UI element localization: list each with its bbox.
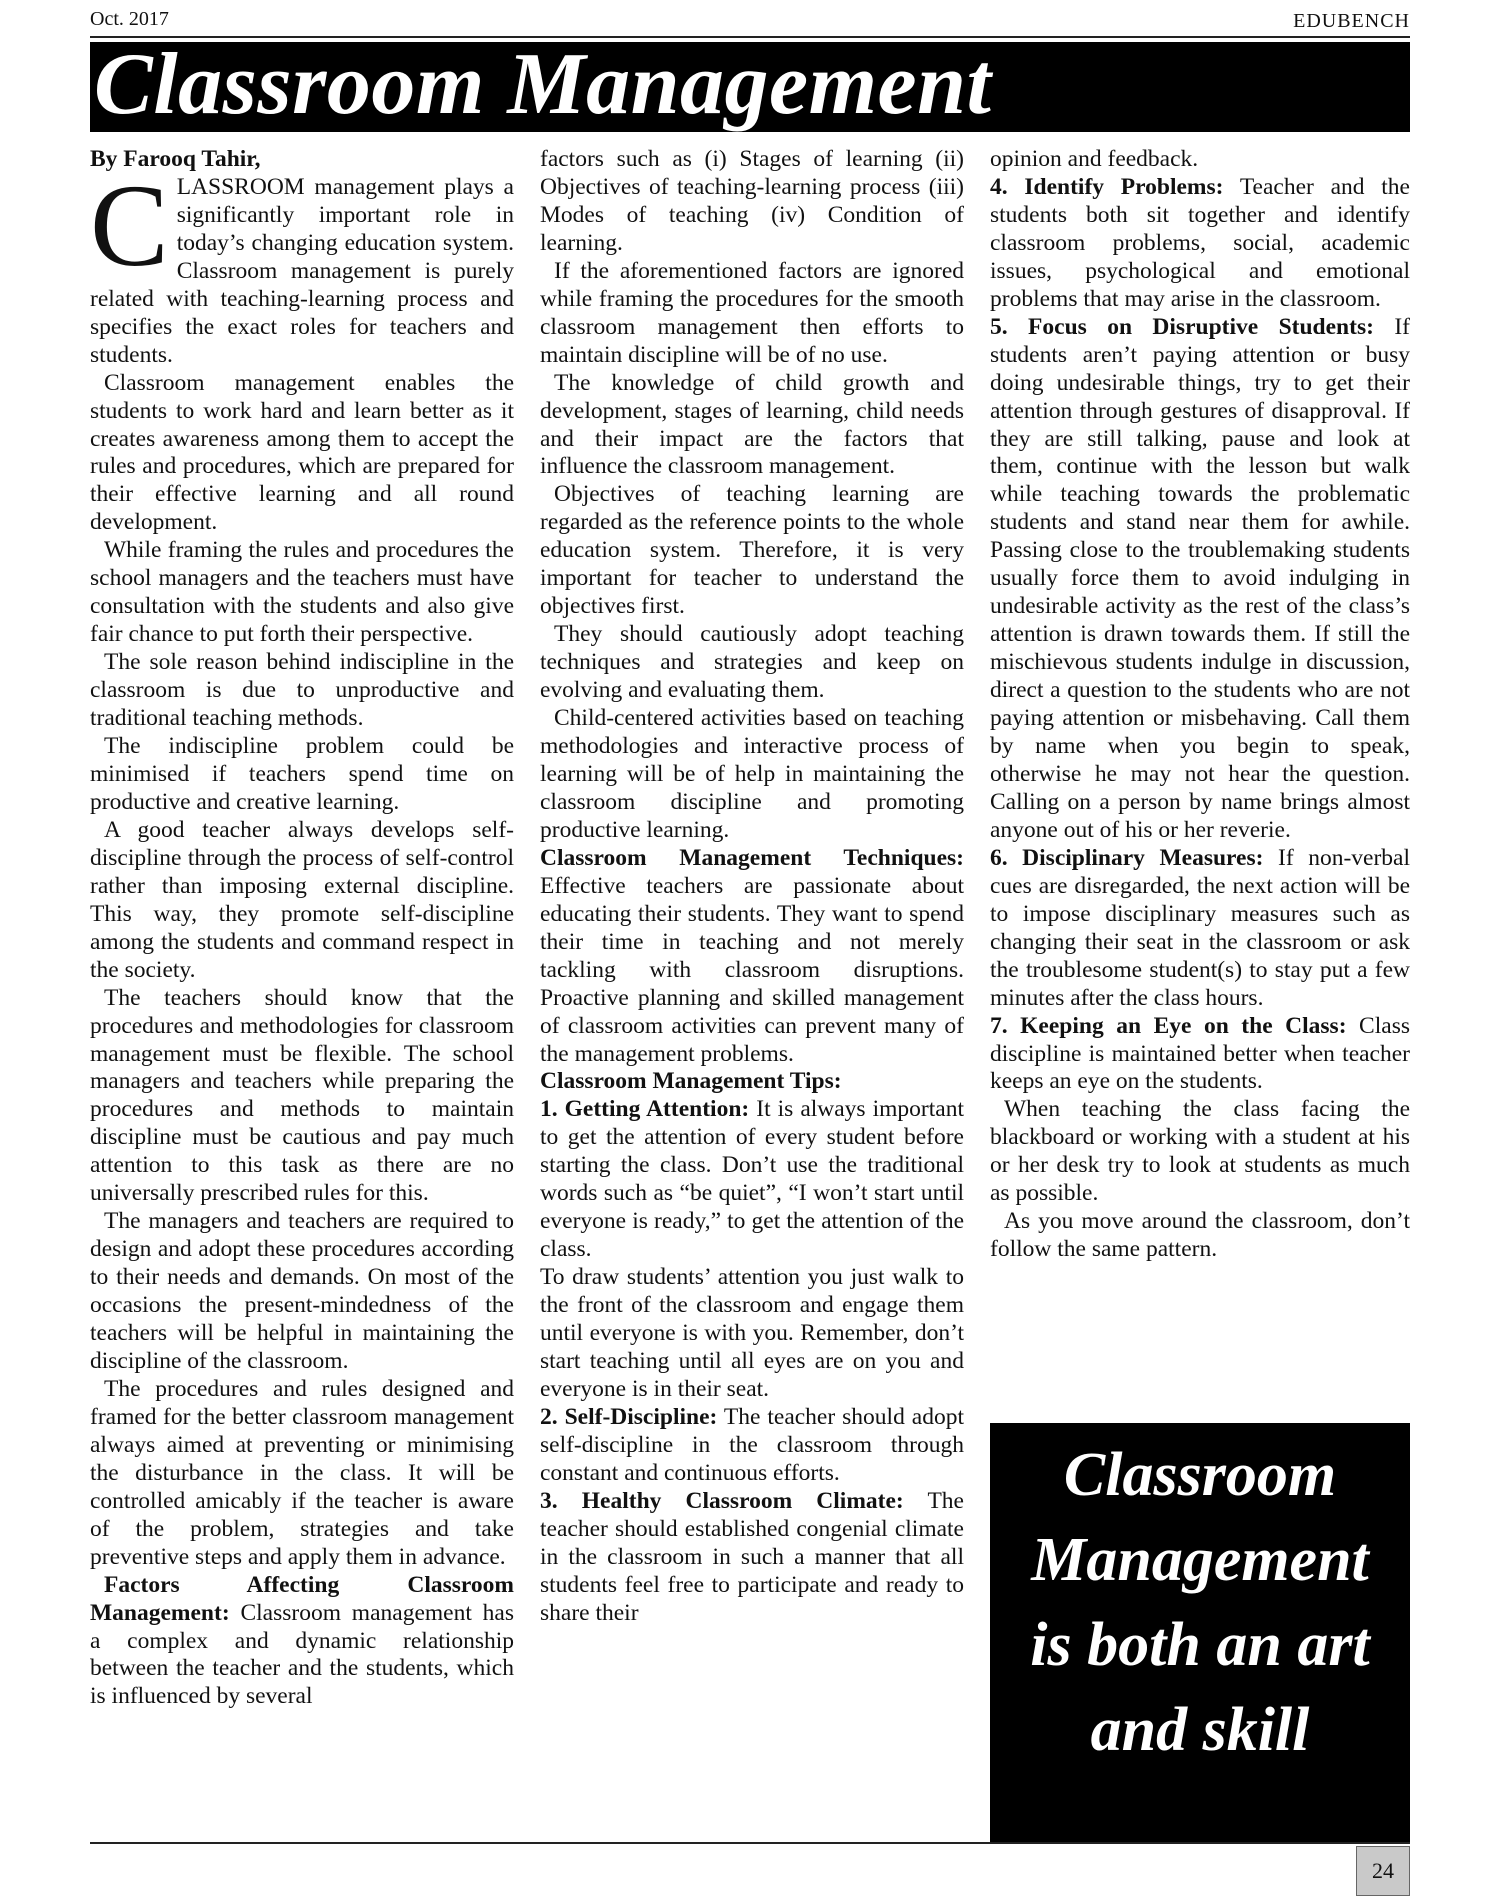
paragraph — [90, 1572, 514, 1712]
section-heading: Classroom Management Techniques: — [540, 844, 964, 871]
paragraph: When teaching the class facing the blackboard or working with a student at his or her desk try to look at students as much as possible. — [990, 1096, 1410, 1207]
pull-quote-line: Management — [1031, 1526, 1369, 1594]
bottom-rule — [90, 1842, 1410, 1844]
paragraph-text: If students aren’t paying attention or busy doing undesirable things, try to get their attention through gestures of disapproval. If they are still talking, pause and look at them, continue with the lesson but walk while teaching towards the problematic students and stand near them for awhile. Passing close to the troublemaking students usually force them to avoid indulging in undesirable activity as the rest of the class’s attention is drawn towards them. If still the mischievous students indulge in discussion, direct a question to the students who are not paying attention or misbehaving. Call them by name when you begin to speak, otherwise he may not hear the question. Calling on a person by name brings almost anyone out of his or her reverie. — [990, 313, 1411, 843]
paragraph: As you move around the classroom, don’t follow the same pattern. — [990, 1208, 1410, 1263]
tip-heading: 1. Getting Attention: — [540, 1096, 750, 1123]
paragraph: They should cautiously adopt teaching techniques and strategies and keep on evolving and evaluating them. — [540, 621, 964, 704]
column-2 — [540, 146, 964, 1628]
paragraph-text: The teacher should adopt self-discipline in the classroom through constant and continuous efforts. — [540, 1403, 964, 1486]
section-heading: Classroom Management Tips: — [540, 1068, 842, 1095]
paragraph: While framing the rules and procedures the school managers and the teachers must have consultation with the students and also give fair chance to put forth their perspective. — [90, 537, 514, 648]
paragraph: factors such as (i) Stages of learning (ii) Objectives of teaching-learning process (iii) Modes of teaching (iv) Condition of learning. — [540, 146, 964, 256]
paragraph: A good teacher always develops self-discipline through the process of self-control rather than imposing external discipline. This way, they promote self-discipline among the students and command respect in the society. — [90, 816, 514, 983]
paragraph — [990, 314, 1410, 845]
paragraph-text: Class discipline is maintained better when teacher keeps an eye on the students. — [990, 1012, 1410, 1095]
pull-quote — [990, 1423, 1410, 1843]
paragraph: The teachers should know that the procedures and methodologies for classroom management must be flexible. The school managers and teachers while preparing the procedures and methods to maintain discipline must be cautious and pay much attention to this task as there are no universally prescribed rules for this. — [90, 984, 514, 1207]
header-date: Oct. 2017 — [90, 8, 169, 30]
paragraph: The indiscipline problem could be minimised if teachers spend time on productive and creative learning. — [90, 733, 514, 815]
paragraph: To draw students’ attention you just walk to the front of the classroom and engage them until everyone is with you. Remember, don’t start teaching until all eyes are on you and everyone is in their seat. — [540, 1264, 964, 1402]
paragraph: Classroom management enables the students to work hard and learn better as it creates awareness among them to accept the rules and procedures, which are prepared for their effective learning and all round development. — [90, 369, 514, 536]
paragraph-text: Effective teachers are passionate about educating their students. They want to spend their time in teaching and not merely tackling with classroom disruptions. Proactive planning and skilled management of classroom activities can prevent many of the management problems. — [540, 872, 964, 1067]
paragraph-text: If non-verbal cues are disregarded, the next action will be to impose disciplinary measures such as changing their seat in the classroom or ask the troublesome student(s) to stay put a few minutes after the class hours. — [990, 844, 1410, 1011]
paragraph: If the aforementioned factors are ignored while framing the procedures for the smooth classroom management then efforts to maintain discipline will be of no use. — [540, 257, 964, 368]
byline: By Farooq Tahir, — [90, 146, 261, 172]
title-bar — [90, 36, 1410, 133]
pull-quote-text — [990, 1423, 1410, 1773]
pull-quote-line: and skill — [1090, 1696, 1310, 1764]
tip-heading: 6. Disciplinary Measures: — [990, 844, 1264, 871]
paragraph — [540, 845, 964, 1069]
paragraph-text: Classroom management has a complex and dynamic relationship between the teacher and the students, which is influenced by several — [90, 1599, 514, 1710]
tip-heading: 2. Self-Discipline: — [540, 1403, 718, 1430]
paragraph: The managers and teachers are required to design and adopt these procedures according to their needs and demands. On most of the occasions the present-mindedness of the teachers will be helpful in maintaining the discipline of the classroom. — [90, 1208, 514, 1374]
page-title: Classroom Management — [94, 36, 992, 133]
paragraph: opinion and feedback. — [990, 146, 1199, 172]
tip-heading: 3. Healthy Classroom Climate: — [540, 1487, 904, 1514]
paragraph — [540, 1404, 964, 1488]
paragraph: Child-centered activities based on teaching methodologies and interactive process of learning will be of help in maintaining the classroom discipline and promoting productive learning. — [540, 705, 964, 843]
paragraph-text: LASSROOM management plays a significantly important role in today’s changing education system. Classroom management is purely related with teaching-learning process and specifies the exact roles for teachers and students. — [90, 173, 514, 368]
paragraph-text: The teacher should established congenial climate in the classroom in such a manner that all students feel free to participate and ready to share their — [540, 1487, 964, 1626]
page-number: 24 — [1356, 1846, 1410, 1896]
paragraph: The sole reason behind indiscipline in the classroom is due to unproductive and traditional teaching methods. — [90, 649, 514, 732]
paragraph — [990, 1013, 1410, 1097]
header-publication: EDUBENCH — [1293, 10, 1410, 32]
paragraph — [990, 174, 1410, 314]
paragraph: The procedures and rules designed and framed for the better classroom management always aimed at preventing or minimising the disturbance in the class. It will be controlled amicably if the teacher is aware of the problem, strategies and take preventive steps and apply them in advance. — [90, 1375, 514, 1570]
paragraph — [540, 1096, 964, 1264]
paragraph — [540, 1488, 964, 1628]
paragraph-text: Teacher and the students both sit together and identify classroom problems, social, academic issues, psychological and emotional problems that may arise in the classroom. — [990, 173, 1410, 312]
pull-quote-line: is both an art — [1030, 1611, 1370, 1679]
paragraph-text: It is always important to get the attention of every student before starting the class. Don’t use the traditional words such as “be quiet”, “I won’t start until everyone is ready,” to get the attention of the class. — [540, 1096, 964, 1263]
tip-heading: 4. Identify Problems: — [990, 173, 1224, 200]
section-heading: Factors Affecting Classroom Management: — [90, 1571, 514, 1626]
drop-cap: C — [90, 159, 169, 291]
paragraph — [990, 845, 1410, 1013]
paragraph: Objectives of teaching learning are regarded as the reference points to the whole education system. Therefore, it is very important for teacher to understand the objectives first. — [540, 481, 964, 620]
column-3 — [990, 146, 1410, 1264]
pull-quote-line: Classroom — [1063, 1441, 1337, 1509]
paragraph: The knowledge of child growth and development, stages of learning, child needs and their impact are the factors that influence the classroom management. — [540, 369, 964, 480]
column-1 — [90, 146, 514, 1711]
tip-heading: 5. Focus on Disruptive Students: — [990, 313, 1374, 340]
tip-heading: 7. Keeping an Eye on the Class: — [990, 1012, 1347, 1039]
